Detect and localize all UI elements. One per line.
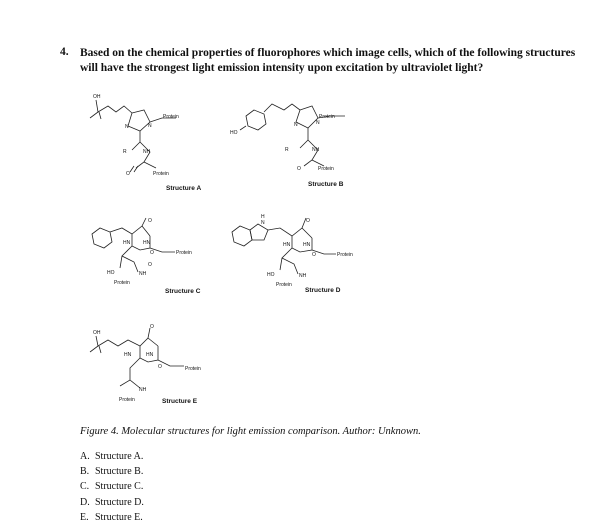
structure-d-label: Structure D (305, 287, 341, 294)
structure-d-hn-2: HN (303, 242, 311, 248)
structure-d-h: H (261, 214, 265, 220)
option-c-letter: C. (80, 481, 90, 493)
structure-e (90, 324, 201, 405)
option-c-text: Structure C. (95, 481, 144, 493)
structure-e-protein-2: Protein (119, 397, 135, 403)
structure-d-nh: NH (299, 273, 307, 279)
structure-b-ho: HO (230, 130, 238, 136)
structure-a-o: O (126, 171, 130, 177)
answer-options (80, 449, 144, 525)
structure-a-protein-2: Protein (153, 171, 169, 177)
structure-d (232, 214, 353, 294)
structure-c-o-3: O (148, 262, 152, 268)
question-number: 4. (60, 46, 69, 58)
option-a-text: Structure A. (95, 451, 144, 462)
structure-a-label: Structure A (166, 185, 202, 192)
structure-a-n-2: N (148, 123, 152, 129)
option-d-text: Structure D. (95, 496, 144, 508)
structure-d-o-2: O (312, 252, 316, 258)
structure-a-oh: OH (93, 94, 101, 100)
structure-d-protein-2: Protein (276, 282, 292, 288)
structure-d-hn-1: HN (283, 242, 291, 248)
structure-d-protein-1: Protein (337, 252, 353, 258)
structure-e-oh: OH (93, 330, 101, 336)
structure-e-o-1: O (150, 324, 154, 330)
structure-c-ho: HO (107, 270, 115, 276)
structure-a (90, 94, 201, 192)
question-text: Based on the chemical properties of fluorophores which image cells, which of the following structures will have the strongest light emission intensity upon excitation by ultraviolet light? (80, 47, 576, 74)
structure-c-protein-1: Protein (176, 250, 192, 256)
structure-e-hn-1: HN (124, 352, 132, 358)
structure-e-hn-2: HN (146, 352, 154, 358)
option-e-text: Structure E. (95, 511, 143, 523)
option-e-letter: E. (80, 511, 89, 523)
option-a-letter: A. (80, 451, 90, 462)
option-d[interactable] (80, 495, 144, 510)
structure-a-protein-1: Protein (163, 114, 179, 120)
structure-c-hn-2: HN (143, 240, 151, 246)
structure-c-label: Structure C (165, 288, 201, 295)
structure-c (92, 218, 201, 295)
structure-b-r: R (285, 147, 289, 153)
structure-c-nh: NH (139, 271, 147, 277)
structure-d-o-1: O (306, 218, 310, 224)
structure-e-o-2: O (158, 364, 162, 370)
structure-d-ho: HO (267, 272, 275, 278)
structure-b (230, 104, 345, 188)
structure-c-protein-2: Protein (114, 280, 130, 286)
option-b[interactable] (80, 464, 144, 479)
structure-b-o: O (297, 166, 301, 172)
structure-b-protein-2: Protein (318, 166, 334, 172)
structure-c-hn-1: HN (123, 240, 131, 246)
structure-b-n-1: N (294, 122, 298, 128)
structure-b-n-2: N (316, 120, 320, 126)
option-e[interactable] (80, 510, 144, 525)
figure-caption: Figure 4. Molecular structures for light emission comparison. Author: Unknown. (80, 426, 421, 437)
structure-a-nh: NH (143, 149, 151, 155)
option-c[interactable] (80, 479, 144, 494)
option-b-text: Structure B. (95, 466, 144, 478)
structure-a-n-1: N (125, 124, 129, 130)
option-d-letter: D. (80, 496, 90, 508)
structure-c-o-2: O (150, 250, 154, 256)
structure-d-n: N (261, 220, 265, 226)
option-b-letter: B. (80, 466, 90, 478)
structure-b-label: Structure B (308, 181, 344, 188)
option-a[interactable] (80, 449, 144, 464)
structure-e-nh: NH (139, 387, 147, 393)
structure-b-nh: NH (312, 147, 320, 153)
structure-e-protein-1: Protein (185, 366, 201, 372)
structure-a-r: R (123, 149, 127, 155)
structure-c-o-1: O (148, 218, 152, 224)
structure-e-label: Structure E (162, 398, 198, 405)
structure-b-protein-1: Protein (319, 114, 335, 120)
